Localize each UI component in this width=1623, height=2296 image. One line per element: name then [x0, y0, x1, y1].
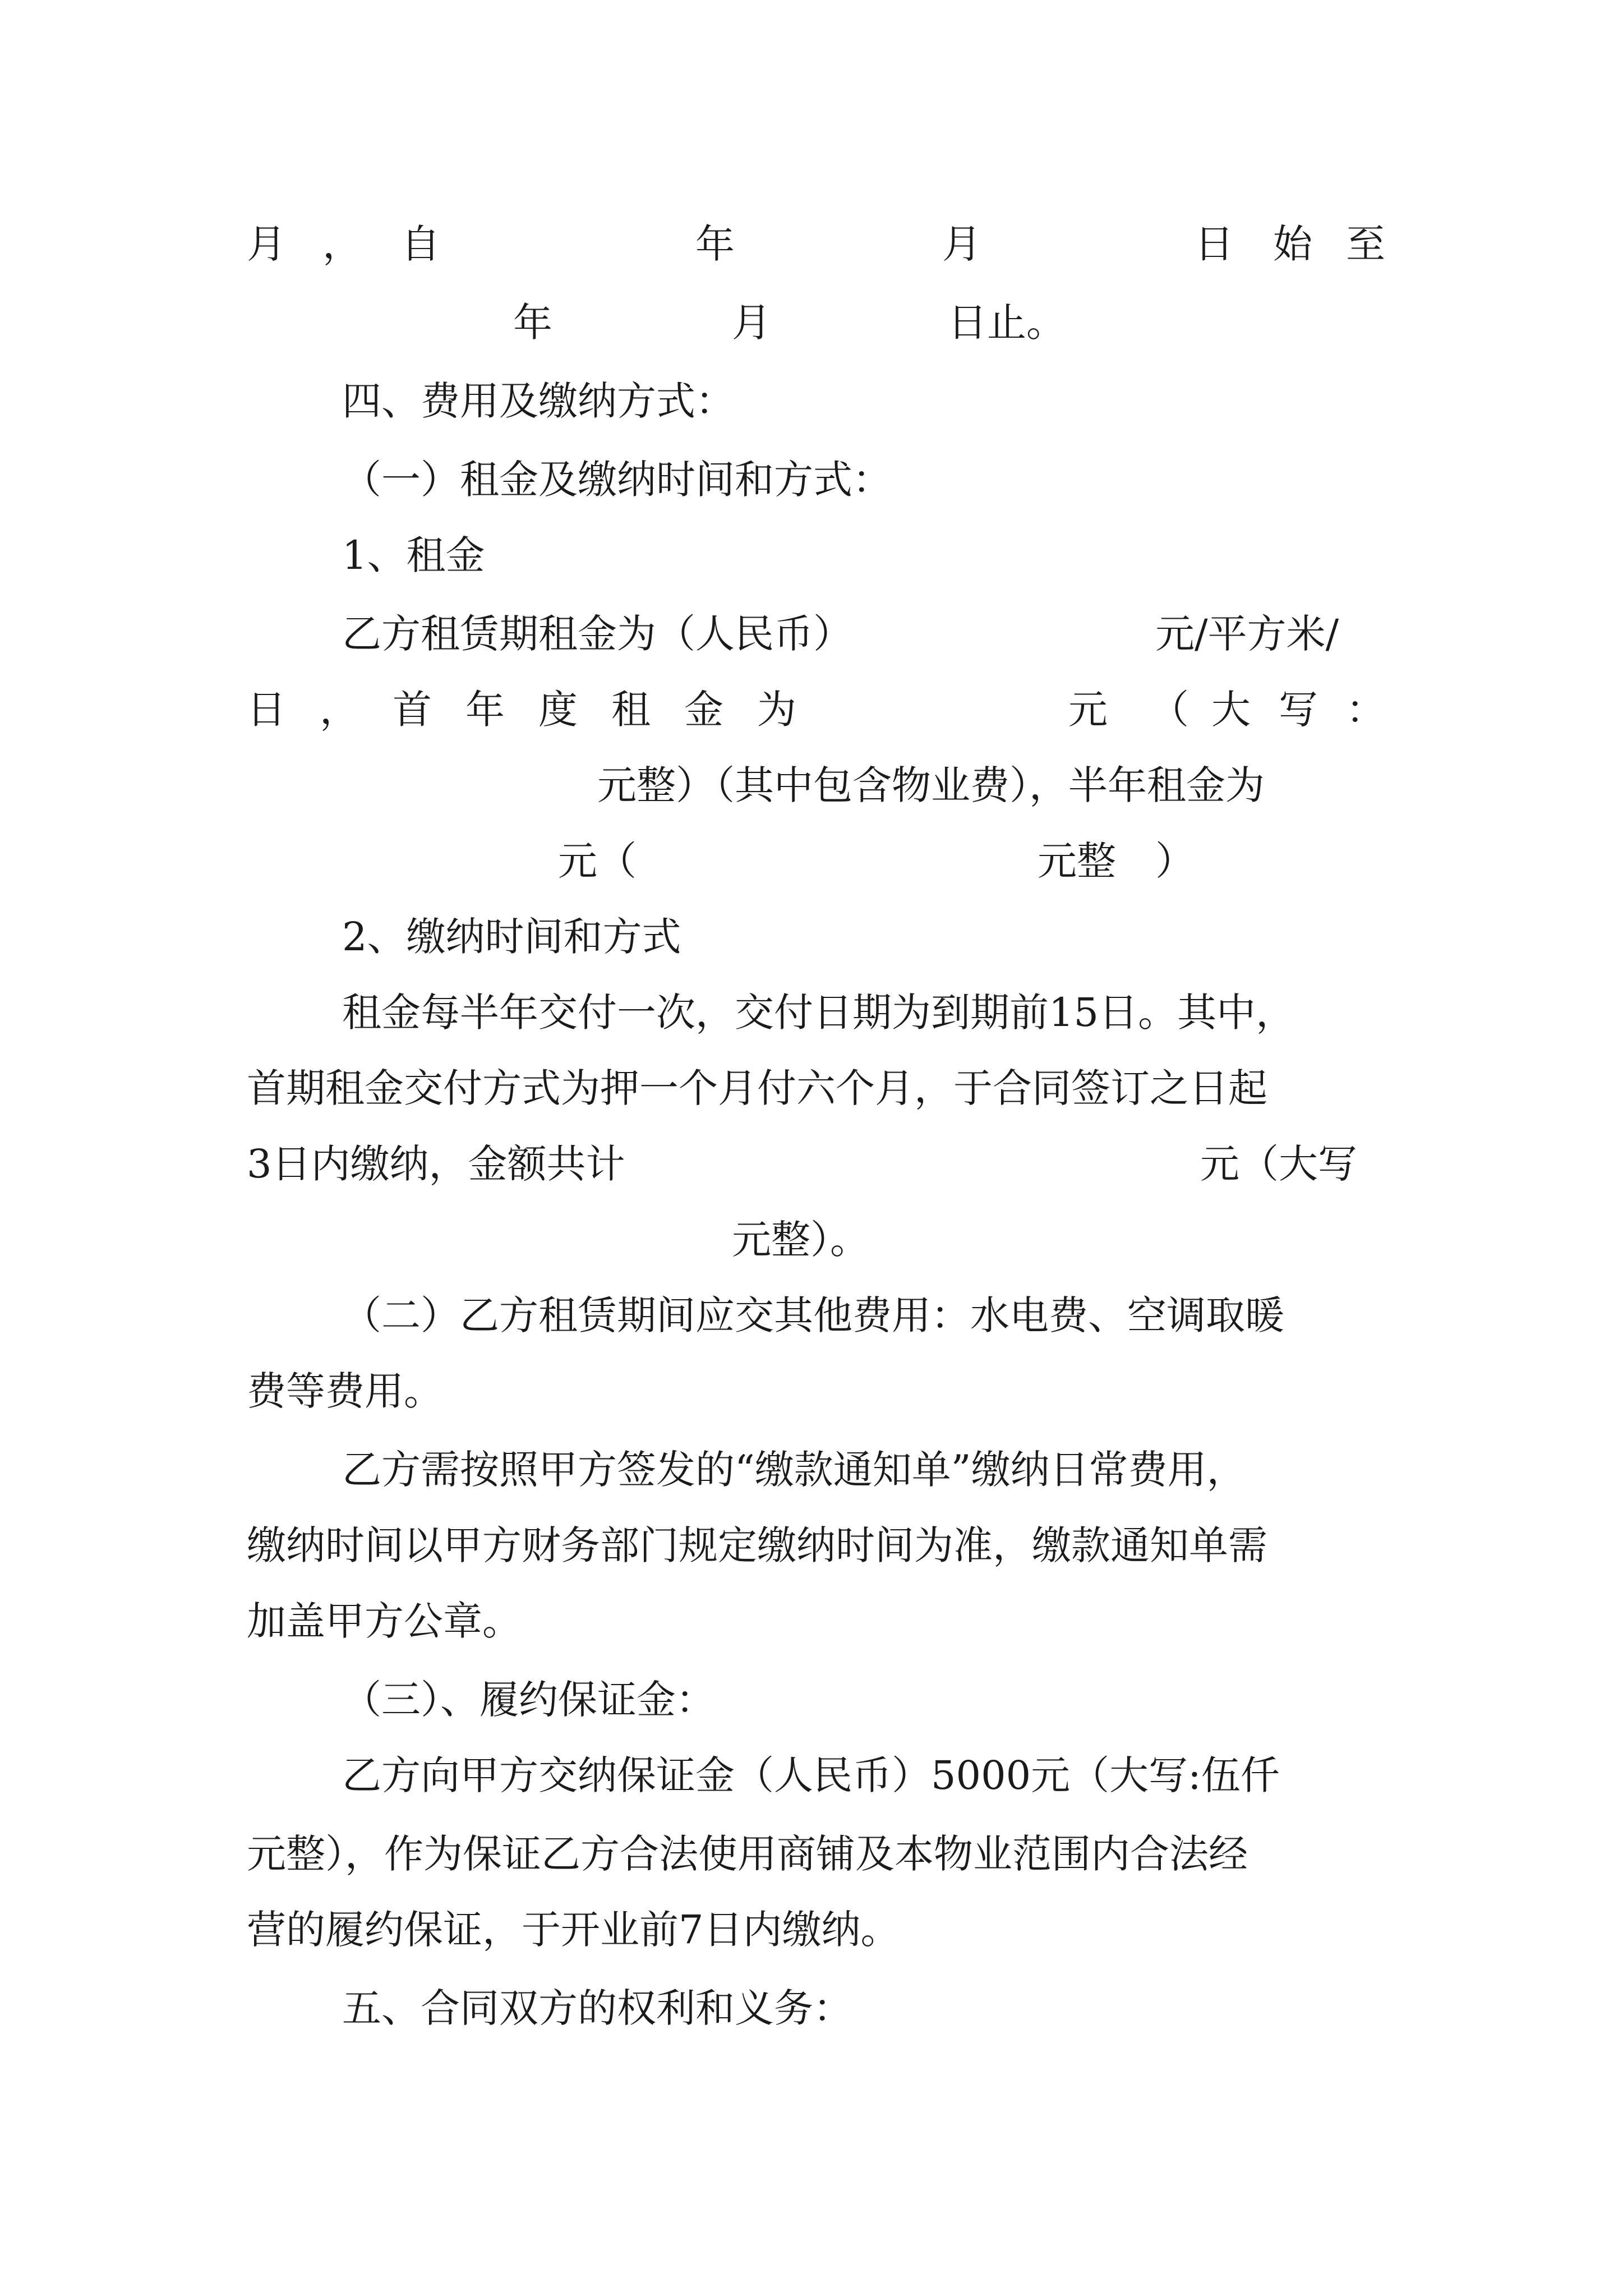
- char: 金: [684, 687, 723, 733]
- paragraph-line: 费等费用。: [247, 1368, 443, 1414]
- paragraph-line: 乙方需按照甲方签发的“缴款通知单”缴纳日常费用，: [342, 1447, 1246, 1493]
- section-heading: 五、合同双方的权利和义务：: [342, 1985, 852, 2031]
- subsection-heading: （二）乙方租赁期间应交其他费用：水电费、空调取暖: [342, 1292, 1284, 1338]
- text-segment: 元（大写: [1200, 1141, 1357, 1187]
- char: 月: [247, 221, 286, 267]
- item-heading: 1、租金: [342, 532, 485, 578]
- char: ，: [320, 687, 359, 733]
- char: 始: [1273, 221, 1312, 267]
- char: 日: [1195, 221, 1234, 267]
- item-heading: 2、缴纳时间和方式: [342, 914, 681, 960]
- text-segment: 元整）。: [732, 1217, 869, 1263]
- text-segment: 元整）（其中包含物业费），半年租金为: [597, 762, 1265, 808]
- paragraph-line: 租金每半年交付一次，交付日期为到期前15日。其中，: [342, 990, 1295, 1036]
- section-heading: 四、费用及缴纳方式：: [342, 378, 735, 424]
- first-payment-amount-line: [247, 1212, 1385, 1268]
- half-year-rent-line: [247, 757, 1385, 813]
- char: 月: [732, 300, 771, 346]
- char: （: [1150, 687, 1189, 733]
- char: 至: [1346, 221, 1385, 267]
- text-segment: 元/平方米/: [1155, 611, 1339, 657]
- char: 日止。: [948, 300, 1066, 346]
- lease-term-end-line: [247, 295, 1385, 351]
- paragraph-line: 营的履约保证，于开业前7日内缴纳。: [247, 1907, 900, 1953]
- paragraph-line: 加盖甲方公章。: [247, 1598, 522, 1644]
- char: 年: [513, 300, 552, 346]
- char: 月: [942, 221, 981, 267]
- paragraph-line: 首期租金交付方式为押一个月付六个月，于合同签订之日起: [247, 1065, 1267, 1111]
- char: 自: [401, 221, 440, 267]
- rent-rate-line: [247, 606, 1385, 662]
- text-segment: 元（: [558, 838, 637, 884]
- char: 度: [538, 687, 578, 733]
- char: 大: [1211, 687, 1251, 733]
- text-segment: 3日内缴纳，金额共计: [247, 1141, 625, 1187]
- first-payment-line: [247, 1136, 1385, 1192]
- char: 年: [695, 221, 735, 267]
- char: 日: [247, 687, 286, 733]
- lease-term-start-line: [247, 216, 1385, 272]
- text-segment: 乙方租赁期租金为（人民币）: [342, 611, 852, 657]
- char: 年: [465, 687, 505, 733]
- annual-rent-line: [247, 682, 1385, 738]
- text-segment: 元整 ）: [1038, 838, 1195, 884]
- char: 租: [611, 687, 651, 733]
- paragraph-line: 乙方向甲方交纳保证金（人民币）5000元（大写:伍仟: [342, 1752, 1280, 1798]
- paragraph-line: 缴纳时间以甲方财务部门规定缴纳时间为准，缴款通知单需: [247, 1522, 1267, 1568]
- char: 写: [1279, 687, 1318, 733]
- char: ，: [322, 221, 362, 267]
- half-year-amount-line: [247, 833, 1385, 889]
- char: ：: [1346, 687, 1385, 733]
- char: 元: [1068, 687, 1108, 733]
- char: 首: [393, 687, 432, 733]
- subsection-heading: （三）、履约保证金：: [342, 1677, 715, 1723]
- paragraph-line: 元整），作为保证乙方合法使用商铺及本物业范围内合法经: [247, 1831, 1248, 1877]
- subsection-heading: （一）租金及缴纳时间和方式：: [342, 457, 892, 503]
- char: 为: [757, 687, 796, 733]
